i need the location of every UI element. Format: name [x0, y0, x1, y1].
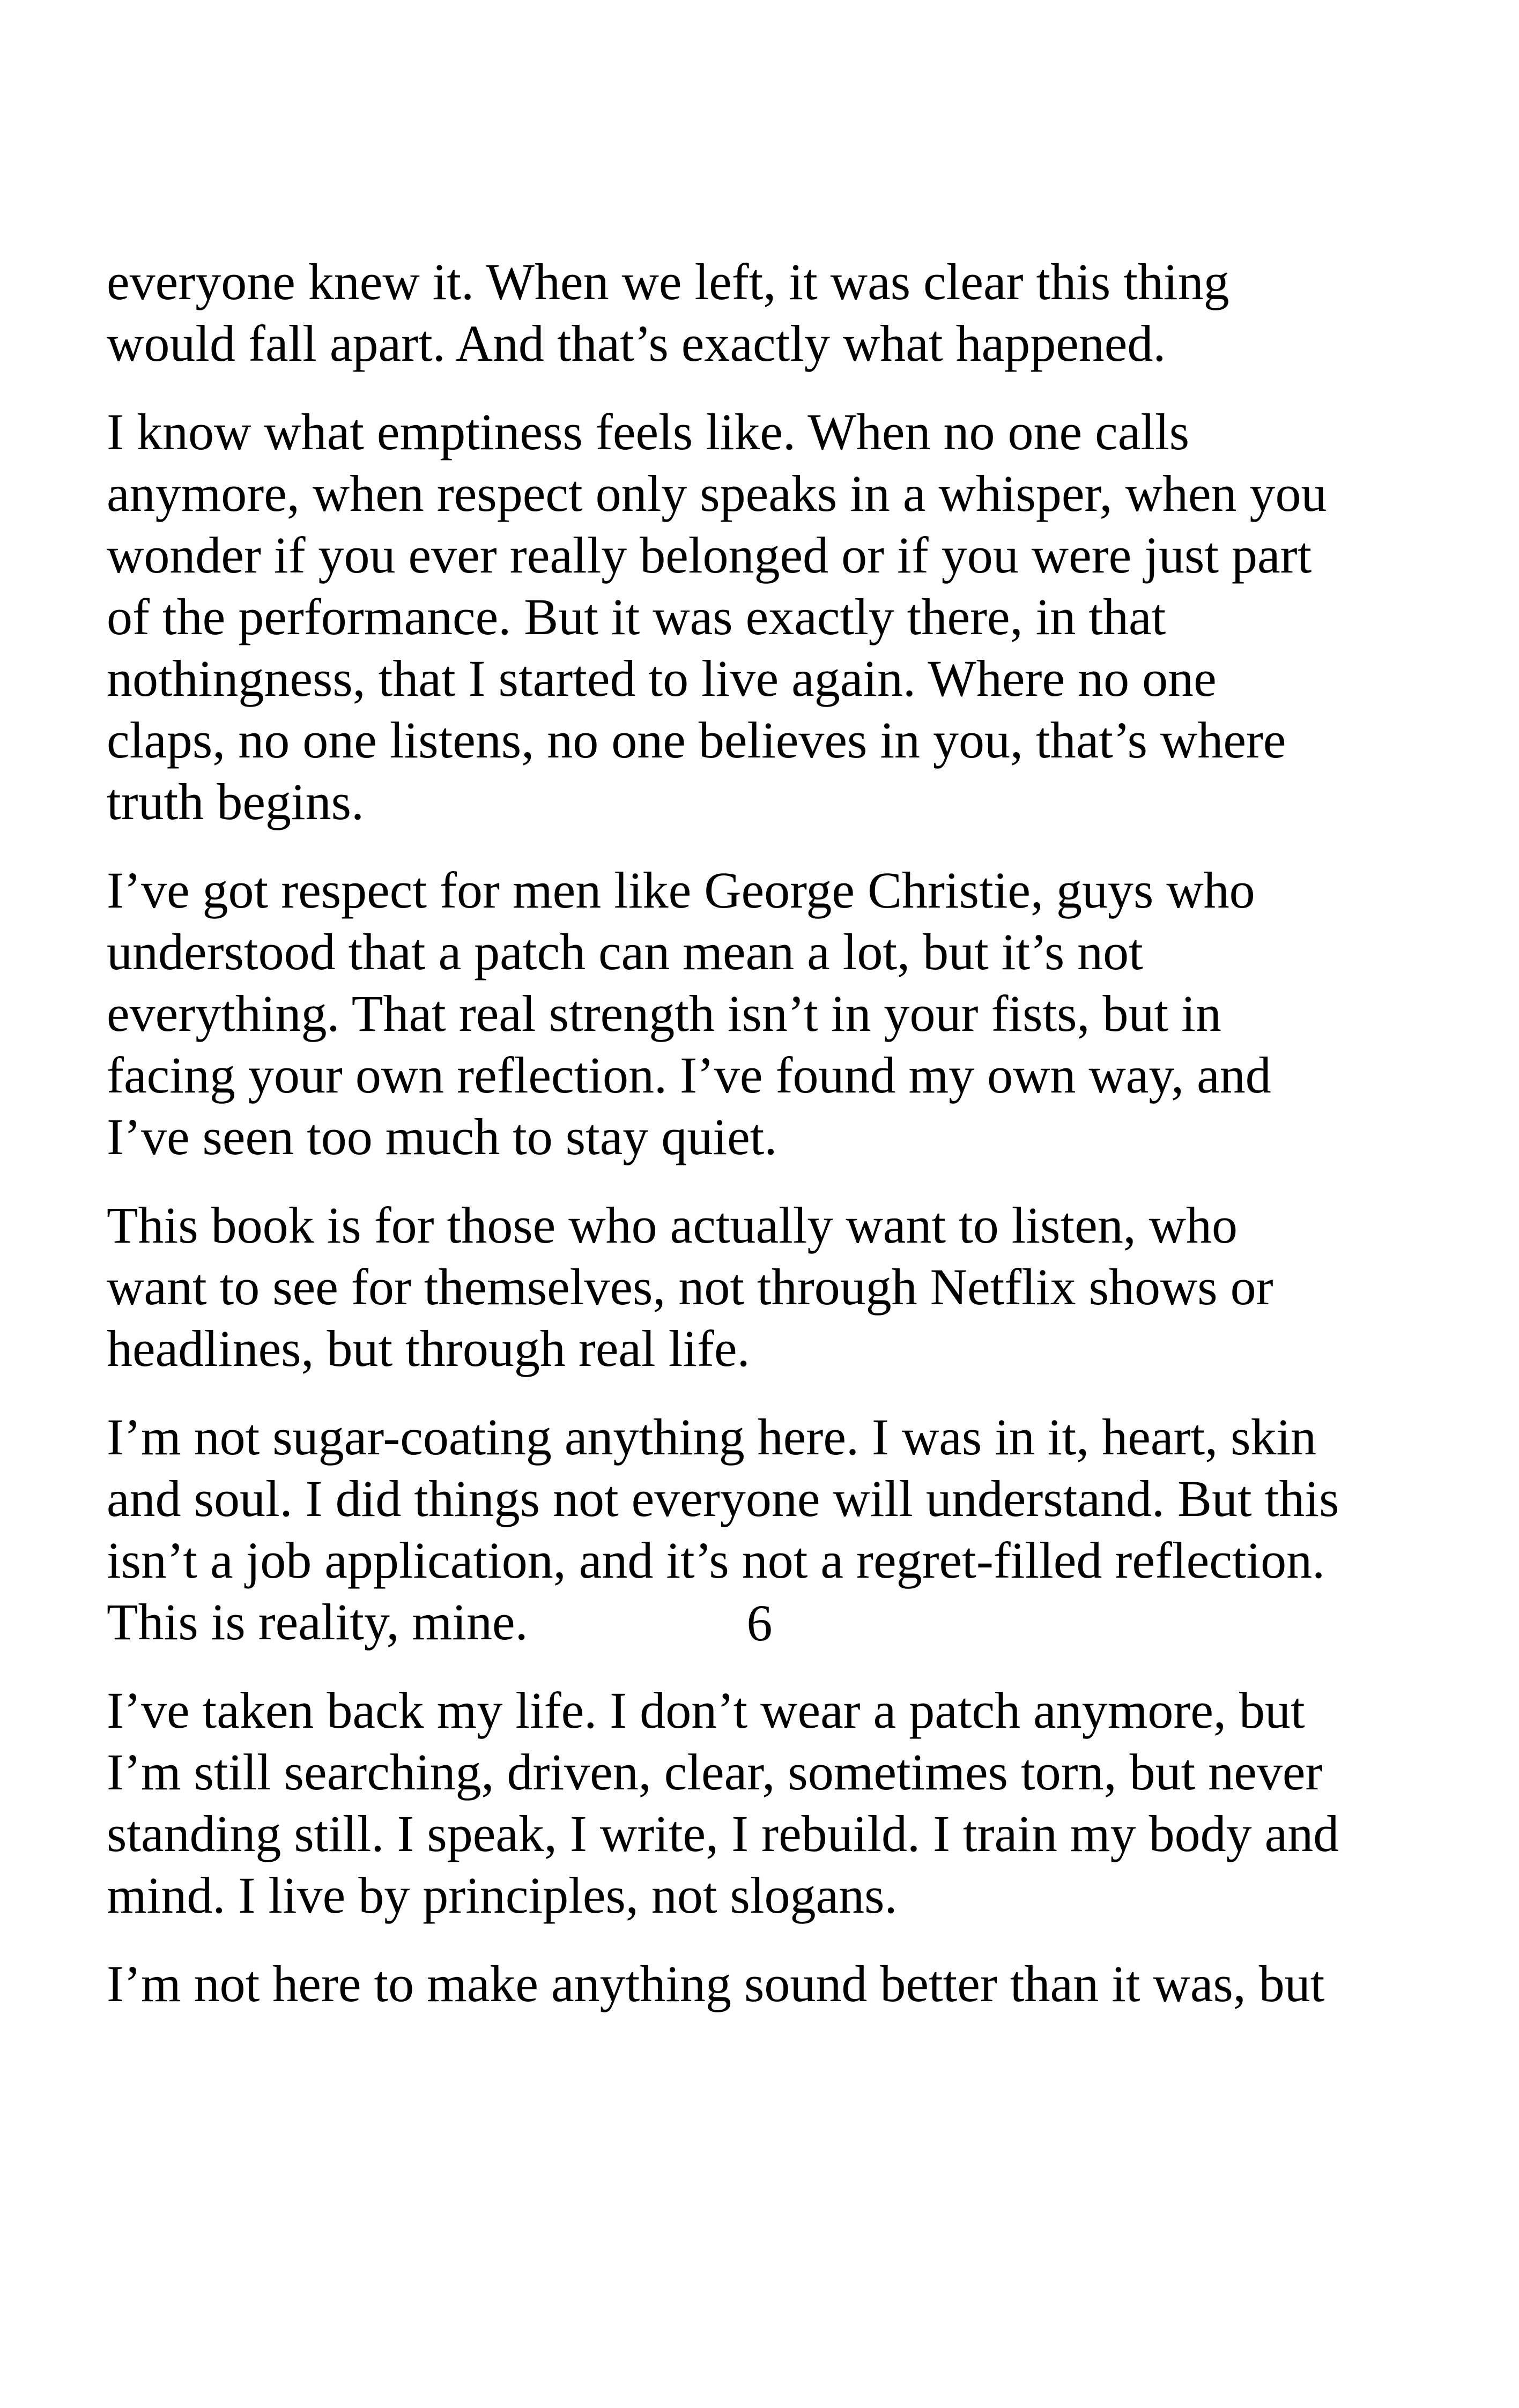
paragraph: I know what emptiness feels like. When no one calls anymore, when respect only speaks in a whisper, when you wonder if you ever really belonged or if you were just part of the performance. But it was exactly there, in that nothingness, that I started to live again. Where no one claps, no one listens, no one believes in you, that’s where truth begins.: [107, 403, 1327, 830]
page-number: 6: [746, 1594, 773, 1652]
paragraph: I’ve taken back my life. I don’t wear a patch anymore, but I’m still searching, driven, clear, sometimes torn, but never standing still. I speak, I write, I rebuild. I train my body and mind. I live by principles, not slogans.: [107, 1682, 1339, 1924]
paragraph: I’m not sugar-coating anything here. I was in it, heart, skin and soul. I did things not everyone will understand. But this isn’t a job application, and it’s not a regret-filled reflection. This is reality, mine.: [107, 1408, 1339, 1651]
paragraph: I’ve got respect for men like George Christie, guys who understood that a patch can mean a lot, but it’s not everything. That real strength isn’t in your fists, but in facing your own reflection. I’ve found my own way, and I’ve seen too much to stay quiet.: [107, 861, 1271, 1165]
body-text: [107, 251, 1415, 2041]
paragraph: This book is for those who actually want to listen, who want to see for themselves, not through Netflix shows or headlines, but through real life.: [107, 1196, 1273, 1377]
paragraph: everyone knew it. When we left, it was clear this thing would fall apart. And that’s exactly what happened.: [107, 253, 1229, 372]
paragraph: I’m not here to make anything sound better than it was, but: [107, 1955, 1325, 2012]
